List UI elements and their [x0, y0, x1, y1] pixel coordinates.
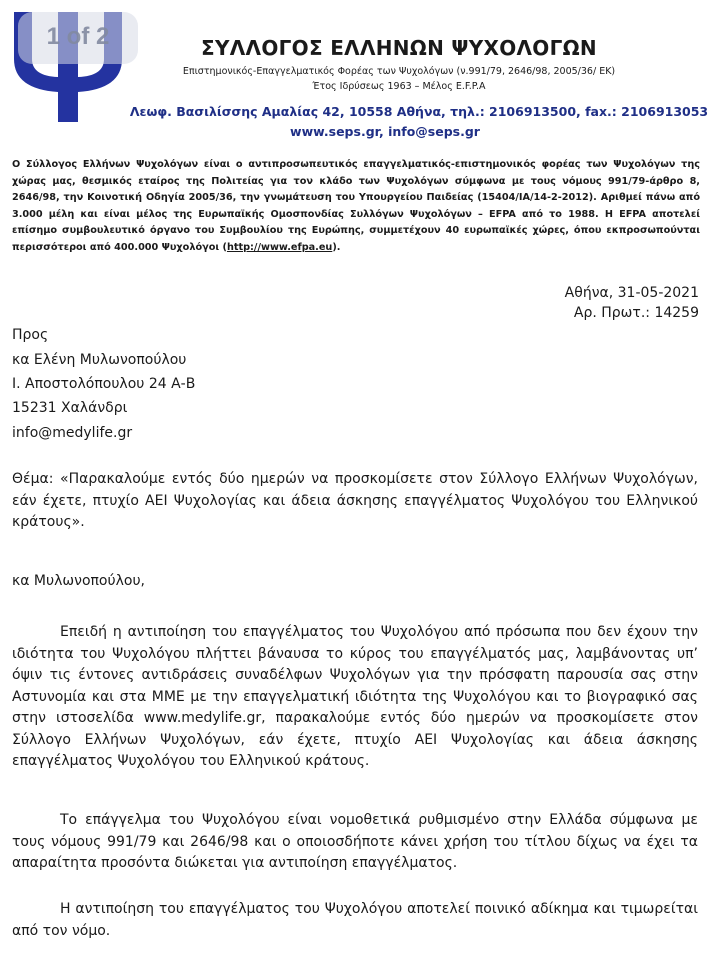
efpa-link[interactable]: http://www.efpa.eu	[226, 241, 333, 253]
intro-text: Ο Σύλλογος Ελλήνων Ψυχολόγων είναι ο αντιπροσωπευτικός επαγγελματικός-επιστημονικός φορέας των Ψυχολόγων της χώρας μας, θεσμικός εταίρος της Πολιτείας για τον κλάδο των Ψυχολόγων σύμφωνα με τους νόμους 991/79-άρθρο 8, 2646/98, την Κοινοτική Οδηγία 2005/36, την γνωμάτευση του Υπουργείου Παιδείας (15404/ΙΑ/14-2-2012). Αριθμεί πάνω από 3.000 μέλη και είναι μέλος της Ευρωπαϊκής Ομοσπονδίας Συλλόγων Ψυχολόγων – EFPA από το 1988. Η EFPA αποτελεί επίσημο συμβουλευτικό όργανο του Συμβουλίου της Ευρώπης, συμμετέχουν 40 ευρωπαϊκές χώρες, όπου εκπροσωπούνται περισσότεροι από 400.000 Ψυχολόγοι (	[12, 159, 700, 253]
intro-paragraph	[12, 157, 700, 256]
page-indicator-badge: 1 of 2	[18, 12, 138, 64]
body-paragraph-3: Η αντιποίηση του επαγγέλματος του Ψυχολόγου αποτελεί ποινικό αδίκημα και τιμωρείται από τον νόμο.	[12, 901, 698, 939]
subject-line: Θέμα: «Παρακαλούμε εντός δύο ημερών να προσκομίσετε στον Σύλλογο Ελλήνων Ψυχολόγων, εάν έχετε, πτυχίο ΑΕΙ Ψυχολογίας και άδεια άσκησης επαγγέλματος Ψυχολόγου του Ελληνικού κράτους».	[12, 471, 698, 530]
organization-website: www.seps.gr, info@seps.gr	[290, 124, 480, 139]
recipient-city: 15231 Χαλάνδρι	[12, 400, 128, 416]
letter-date: Αθήνα, 31-05-2021	[564, 285, 699, 301]
organization-address: Λεωφ. Βασιλίσσης Αμαλίας 42, 10558 Αθήνα, τηλ.: 2106913500, fax.: 2106913053	[129, 104, 709, 119]
intro-after: ).	[332, 241, 341, 253]
recipient-email: info@medylife.gr	[12, 425, 133, 441]
body-paragraph-2: Το επάγγελμα του Ψυχολόγου είναι νομοθετικά ρυθμισμένο στην Ελλάδα σύμφωνα με τους νόμους 991/79 και 2646/98 και ο οποιοσδήποτε κάνει χρήση του τίτλου δίχως να έχει τα απαραίτητα προσόντα διώκεται για αντιποίηση επαγγέλματος.	[12, 812, 698, 871]
recipient-street: Ι. Αποστολόπουλου 24 Α-Β	[12, 376, 196, 392]
organization-founded: Έτος Ιδρύσεως 1963 – Μέλος Ε.F.P.A	[312, 81, 486, 92]
recipient-name: κα Ελένη Μυλωνοπούλου	[12, 352, 187, 368]
salutation: κα Μυλωνοπούλου,	[12, 573, 145, 589]
to-label: Προς	[12, 327, 49, 343]
organization-name: ΣΥΛΛΟΓΟΣ ΕΛΛΗΝΩΝ ΨΥΧΟΛΟΓΩΝ	[201, 36, 597, 60]
organization-subtitle: Επιστημονικός-Επαγγελματικός Φορέας των Ψυχολόγων (ν.991/79, 2646/98, 2005/36/ ΕΚ)	[182, 66, 616, 77]
body-paragraph-1: Επειδή η αντιποίηση του επαγγέλματος του Ψυχολόγου από πρόσωπα που δεν έχουν την ιδιότητα του Ψυχολόγου πλήττει βάναυσα το κύρος του επαγγέλματός μας, λαμβάνοντας υπ’ όψιν τις έντονες αντιδράσεις συναδέλφων Ψυχολόγων για την πρόσφατη παρουσία σας στην Αστυνομία και στα ΜΜΕ με την επαγγελματική ιδιότητα της Ψυχολόγου και το βιογραφικό σας στην ιστοσελίδα www.medylife.gr, παρακαλούμε εντός δύο ημερών να προσκομίσετε στον Σύλλογο Ελλήνων Ψυχολόγων, εάν έχετε, πτυχίο ΑΕΙ Ψυχολογίας και άδεια άσκησης επαγγέλματος Ψυχολόγου του Ελληνικού κράτους.	[12, 624, 698, 769]
protocol-number: Αρ. Πρωτ.: 14259	[573, 305, 699, 321]
